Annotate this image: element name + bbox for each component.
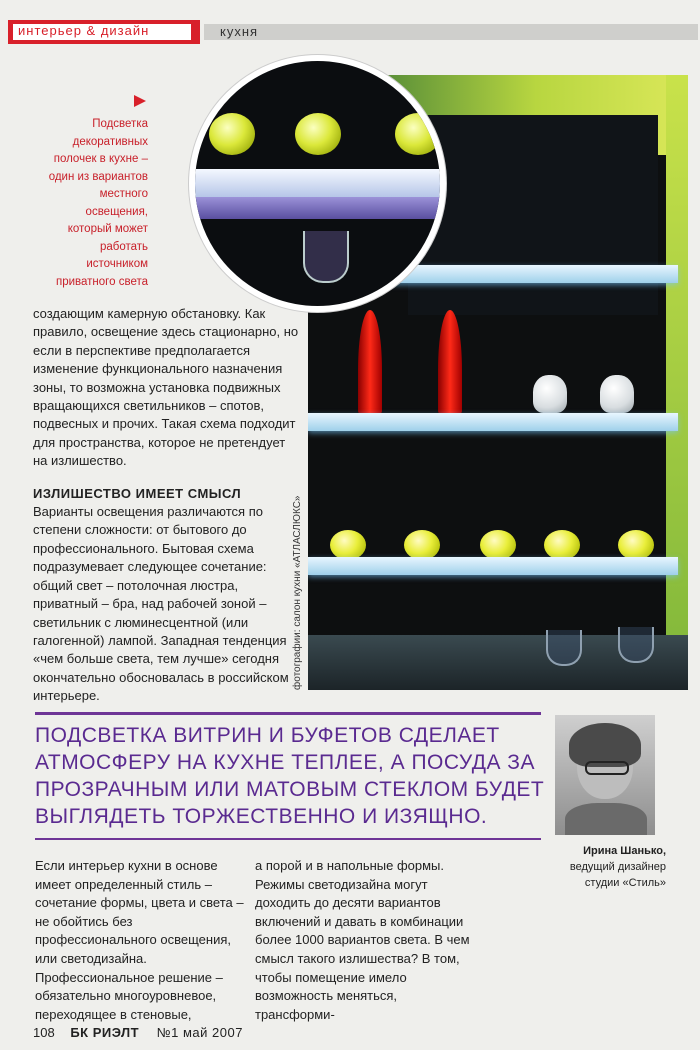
wine-glass [618, 627, 654, 663]
inset-photo [189, 55, 446, 312]
apple [209, 113, 255, 155]
page-number: 108 [33, 1025, 55, 1040]
photo-caption: Подсветка декоративных полочек в кухне – один из вариантов местного освещения, который может работать источником приватного света [48, 118, 148, 288]
apple [544, 530, 580, 560]
page-footer [33, 1025, 243, 1040]
designer-role: ведущий дизайнер студии «Стиль» [569, 861, 666, 889]
apple [480, 530, 516, 560]
body-column-1 [33, 305, 303, 706]
white-jar [600, 375, 634, 413]
section-header [8, 20, 698, 44]
quote-rule-top [35, 712, 541, 715]
wine-glass [303, 231, 349, 283]
body-column-3: а порой и в напольные формы. Режимы светодизайна могут доходить до десяти вариантов включений и давать в комбинации более 1000 вариантов света. В чем смысл такого излишества? В том, чтобы помещение имело возможность меняться, трансформи- [255, 858, 470, 1022]
glass-shelf [308, 557, 678, 575]
wine-glass [546, 630, 582, 666]
section-label: интерьер & дизайн [18, 23, 150, 38]
designer-name: Ирина Шанько, [583, 845, 666, 857]
apple [330, 530, 366, 560]
caption-arrow-icon [134, 95, 146, 107]
apple [404, 530, 440, 560]
subheading: ИЗЛИШЕСТВО ИМЕЕТ СМЫСЛ [33, 485, 242, 501]
apple [395, 113, 441, 155]
pull-quote: ПОДСВЕТКА ВИТРИН И БУФЕТОВ СДЕЛАЕТ АТМОСФЕРУ НА КУХНЕ ТЕПЛЕЕ, А ПОСУДА ЗА ПРОЗРАЧНЫМ ИЛИ МАТОВЫМ СТЕКЛОМ БУДЕТ ВЫГЛЯДЕТЬ ТОРЖЕСТВЕННО И ИЗЯЩНО. [35, 724, 545, 828]
magazine-logo: БК РИЭЛТ [70, 1025, 140, 1040]
designer-portrait [555, 715, 655, 835]
glass-shelf [308, 413, 678, 431]
apple [618, 530, 654, 560]
apple [295, 113, 341, 155]
body-column-2: Если интерьер кухни в основе имеет определенный стиль – сочетание формы, цвета и света – не обойтись без профессионального освещения, или светодизайна. Профессиональное решение – обязательно многоуровневое, переходящее в стеновые, [35, 858, 244, 1022]
topic-label: кухня [220, 24, 259, 39]
topic-bar [204, 24, 698, 40]
quote-rule-bottom [35, 838, 541, 840]
photo-credit: фотографии: салон кухни «АТЛАСЛЮКС» [292, 495, 303, 690]
designer-caption [548, 843, 666, 891]
red-vase [438, 310, 462, 414]
paragraph: Варианты освещения различаются по степени сложности: от бытового до профессионального. Бытовая схема подразумевает следующее сочетание: общий свет – потолочная люстра, приватный – бра, над рабочей зоной – светильник с люминесцентной (или галогенной) лампой. Западная тенденция «чем больше света, тем лучше» сегодня окончательно обосновалась в российском интерьере. [33, 504, 289, 704]
paragraph: создающим камерную обстановку. Как правило, освещение здесь стационарно, но если в перспективе предполагается изменение функционального назначения зоны, то возможна установка подвижных вращающихся светильников – спотов, подвесных и прочих. Такая схема подходит для пространства, которое не претендует на излишество. [33, 306, 299, 469]
issue-info: №1 май 2007 [156, 1025, 243, 1040]
white-jar [533, 375, 567, 413]
red-vase [358, 310, 382, 414]
